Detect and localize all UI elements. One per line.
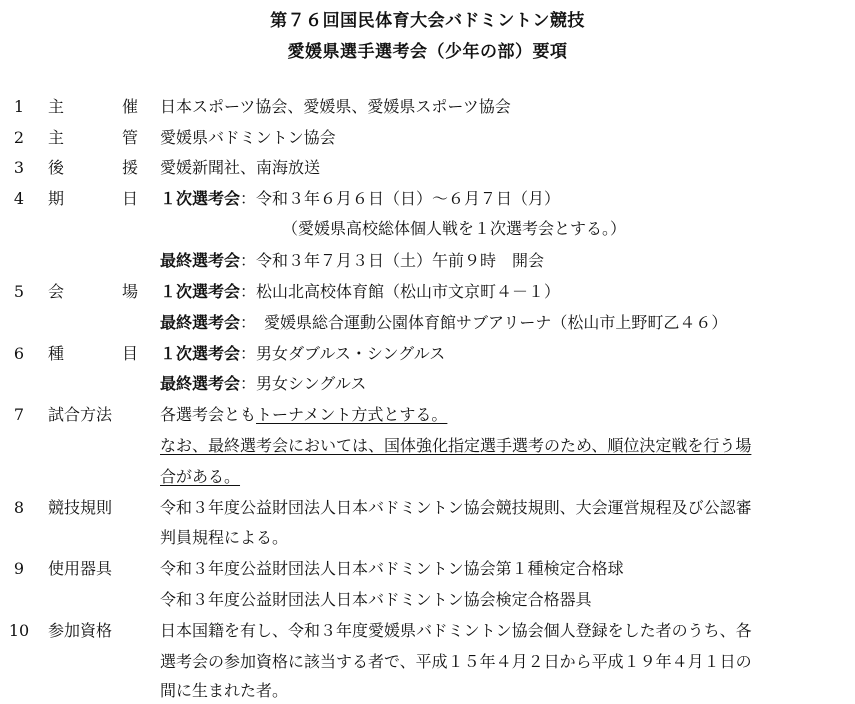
item-label: 主 管 [48, 128, 138, 147]
item-label: 期 日 [48, 189, 138, 208]
item-rules [0, 495, 855, 521]
final-selection-events: ：男女シングルス [240, 374, 367, 393]
item-label: 会 場 [48, 282, 138, 301]
item-events [0, 341, 855, 367]
item-label: 競技規則 [48, 498, 113, 517]
item-number: 9 [13, 559, 25, 578]
first-selection-label: １次選考会 [160, 282, 241, 301]
item-number: 7 [13, 405, 25, 424]
item-support [0, 155, 855, 181]
item-number: 1 [13, 97, 25, 116]
final-selection-label: 最終選考会 [160, 374, 241, 393]
first-selection-label: １次選考会 [160, 189, 241, 208]
item-label: 後 援 [48, 158, 138, 177]
item-dates-final [0, 248, 855, 274]
equipment-line1: 令和３年度公益財団法人日本バドミントン協会第１種検定合格球 [160, 559, 624, 578]
item-number: 5 [13, 282, 25, 301]
match-format-note-line2: 合がある。 [160, 467, 241, 486]
item-eligibility [0, 618, 855, 644]
equipment-line2: 令和３年度公益財団法人日本バドミントン協会検定合格器具 [160, 590, 592, 609]
item-sponsor [0, 94, 855, 120]
document-title-line2: 愛媛県選手選考会（少年の部）要項 [287, 42, 568, 62]
item-label: 種 目 [48, 344, 138, 363]
item-text: 愛媛新聞社、南海放送 [160, 158, 321, 177]
dates-note: （愛媛県高校総体個人戦を１次選考会とする。） [282, 219, 627, 238]
item-venue-final [0, 310, 855, 336]
item-label: 主 催 [48, 97, 138, 116]
item-events-final [0, 371, 855, 397]
item-text: 日本スポーツ協会、愛媛県、愛媛県スポーツ協会 [160, 97, 511, 116]
match-format-text: 各選考会とも [160, 405, 257, 424]
item-dates [0, 186, 855, 212]
first-selection-label: １次選考会 [160, 344, 241, 363]
item-text: 愛媛県バドミントン協会 [160, 128, 336, 147]
item-number: 6 [13, 344, 25, 363]
item-venue [0, 279, 855, 305]
item-label: 試合方法 [48, 405, 113, 424]
final-selection-date: ：令和３年７月３日（土）午前９時 開会 [240, 251, 545, 270]
match-format-underlined: トーナメント方式とする。 [256, 405, 448, 424]
item-number: 2 [13, 128, 25, 147]
document-title-line1: 第７６回国民体育大会バドミントン競技 [270, 11, 585, 31]
match-format-note-line1: なお、最終選考会においては、国体強化指定選手選考のため、順位決定戦を行う場 [160, 436, 752, 455]
item-management [0, 125, 855, 151]
item-label: 参加資格 [48, 621, 113, 640]
item-number: 8 [13, 498, 25, 517]
first-selection-date: ：令和３年６月６日（日）～６月７日（月） [240, 189, 561, 208]
rules-line1: 令和３年度公益財団法人日本バドミントン協会競技規則、大会運営規程及び公認審 [160, 498, 752, 517]
item-label: 使用器具 [48, 559, 113, 578]
eligibility-line3: 間に生まれた者。 [160, 681, 289, 700]
eligibility-line2: 選考会の参加資格に該当する者で、平成１５年４月２日から平成１９年４月１日の [160, 652, 752, 671]
item-match-format [0, 402, 855, 428]
item-number: 10 [8, 621, 30, 640]
final-selection-venue: ： 愛媛県総合運動公園体育館サブアリーナ（松山市上野町乙４６） [240, 313, 728, 332]
eligibility-line1: 日本国籍を有し、令和３年度愛媛県バドミントン協会個人登録をした者のうち、各 [160, 621, 752, 640]
item-number: 3 [13, 158, 25, 177]
final-selection-label: 最終選考会 [160, 313, 241, 332]
first-selection-events: ：男女ダブルス・シングルス [240, 344, 446, 363]
final-selection-label: 最終選考会 [160, 251, 241, 270]
item-number: 4 [13, 189, 25, 208]
item-equipment [0, 556, 855, 582]
item-dates-note [0, 216, 855, 242]
first-selection-venue: ：松山北高校体育館（松山市文京町４－１） [240, 282, 561, 301]
rules-line2: 判員規程による。 [160, 528, 289, 547]
